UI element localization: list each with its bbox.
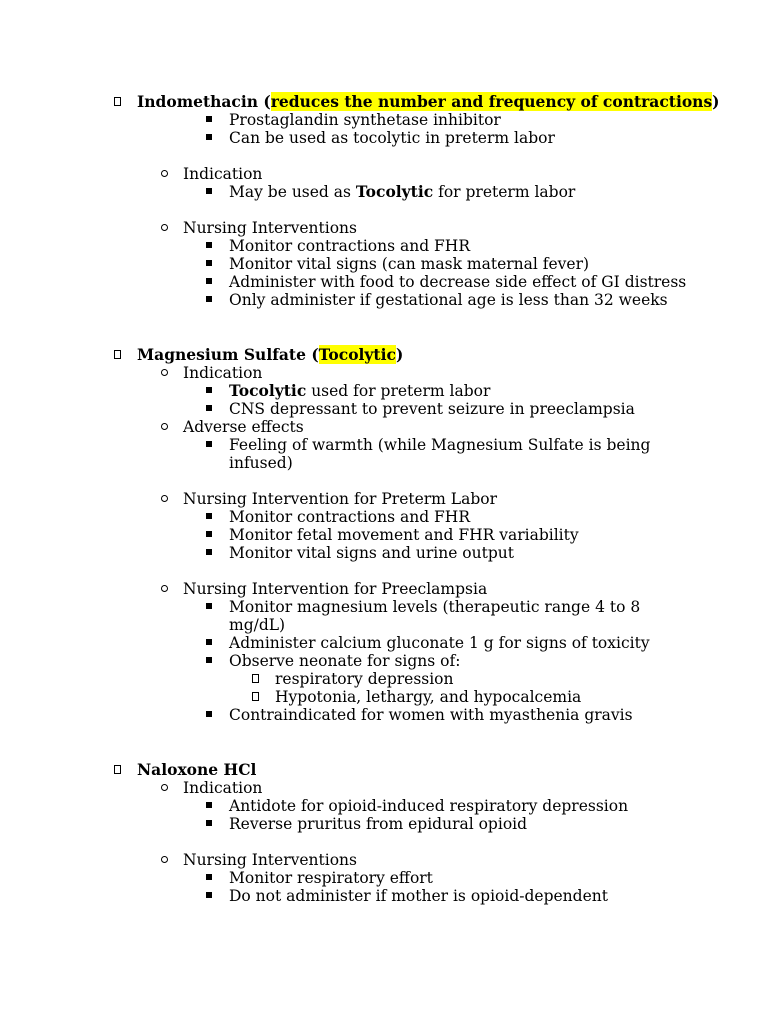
paren-close: )	[712, 92, 720, 111]
sub-list-item: respiratory depression	[275, 670, 454, 688]
square-bullet-icon	[206, 129, 212, 147]
circle-bullet-icon	[161, 418, 168, 436]
list-item-continuation: mg/dL)	[229, 616, 286, 634]
list-item: CNS depressant to prevent seizure in preeclampsia	[229, 400, 635, 418]
subheading: Nursing Interventions	[183, 851, 357, 869]
subheading: Nursing Intervention for Preeclampsia	[183, 580, 488, 598]
circle-bullet-icon	[161, 580, 168, 598]
sub-list-item: Hypotonia, lethargy, and hypocalcemia	[275, 688, 582, 706]
highlighted-note: reduces the number and frequency of contractions	[270, 92, 713, 111]
circle-bullet-icon	[161, 779, 168, 797]
circle-bullet-icon	[161, 364, 168, 382]
square-bullet-icon	[206, 255, 212, 273]
list-item: Reverse pruritus from epidural opioid	[229, 815, 528, 833]
square-bullet-icon	[206, 508, 212, 526]
square-bullet-icon	[206, 598, 212, 616]
subheading: Indication	[183, 779, 263, 797]
list-item: Monitor magnesium levels (therapeutic range 4 to 8	[229, 598, 641, 616]
list-item: Do not administer if mother is opioid-dependent	[229, 887, 608, 905]
list-item: Administer with food to decrease side effect of GI distress	[229, 273, 687, 291]
text-run: May be used as	[229, 183, 356, 201]
square-bullet-icon	[206, 652, 212, 670]
box-bullet-icon	[114, 761, 121, 779]
drug-name: Naloxone HCl	[137, 760, 257, 779]
subheading: Nursing Interventions	[183, 219, 357, 237]
list-item-continuation: infused)	[229, 454, 293, 472]
circle-bullet-icon	[161, 490, 168, 508]
square-bullet-icon	[206, 183, 212, 201]
square-bullet-icon	[206, 111, 212, 129]
list-item: Contraindicated for women with myasthenia gravis	[229, 706, 633, 724]
square-bullet-icon	[206, 526, 212, 544]
square-bullet-icon	[206, 815, 212, 833]
text-run: used for preterm labor	[306, 382, 491, 400]
square-bullet-icon	[206, 869, 212, 887]
list-item	[229, 382, 490, 400]
bold-term: Tocolytic	[355, 182, 434, 201]
list-item: Monitor respiratory effort	[229, 869, 433, 887]
square-bullet-icon	[206, 797, 212, 815]
circle-bullet-icon	[161, 851, 168, 869]
list-item: Monitor contractions and FHR	[229, 237, 470, 255]
square-bullet-icon	[206, 273, 212, 291]
paren-open: (	[258, 92, 271, 111]
paren-open: (	[305, 345, 319, 364]
paren-close: )	[395, 345, 404, 364]
list-item: Only administer if gestational age is less than 32 weeks	[229, 291, 668, 309]
subheading: Nursing Intervention for Preterm Labor	[183, 490, 498, 508]
highlighted-note: Tocolytic	[318, 345, 396, 364]
subheading: Indication	[183, 364, 263, 382]
circle-bullet-icon	[161, 165, 168, 183]
square-bullet-icon	[206, 887, 212, 905]
list-item: Can be used as tocolytic in preterm labor	[229, 129, 555, 147]
list-item: Monitor vital signs and urine output	[229, 544, 514, 562]
box-bullet-icon	[114, 93, 121, 111]
list-item: Monitor contractions and FHR	[229, 508, 470, 526]
subheading: Indication	[183, 165, 263, 183]
square-bullet-icon	[206, 291, 212, 309]
magnesium-heading	[137, 346, 403, 364]
box-bullet-icon	[114, 346, 121, 364]
list-item: Administer calcium gluconate 1 g for signs of toxicity	[229, 634, 650, 652]
circle-bullet-icon	[161, 219, 168, 237]
indomethacin-heading	[137, 93, 720, 111]
square-bullet-icon	[206, 382, 212, 400]
square-bullet-icon	[206, 400, 212, 418]
square-bullet-icon	[206, 706, 212, 724]
square-bullet-icon	[206, 634, 212, 652]
list-item: Antidote for opioid-induced respiratory depression	[229, 797, 629, 815]
square-bullet-icon	[206, 436, 212, 454]
drug-name: Magnesium Sulfate	[137, 345, 306, 364]
list-item: Monitor fetal movement and FHR variability	[229, 526, 579, 544]
square-bullet-icon	[206, 544, 212, 562]
list-item: Observe neonate for signs of:	[229, 652, 461, 670]
list-item: Prostaglandin synthetase inhibitor	[229, 111, 501, 129]
text-run: for preterm labor	[433, 183, 576, 201]
subheading: Adverse effects	[183, 418, 304, 436]
list-item: Feeling of warmth (while Magnesium Sulfate is being	[229, 436, 651, 454]
drug-name: Indomethacin	[137, 92, 259, 111]
list-item	[229, 183, 575, 201]
list-item: Monitor vital signs (can mask maternal fever)	[229, 255, 590, 273]
box-bullet-icon	[252, 688, 259, 706]
box-bullet-icon	[252, 670, 259, 688]
bold-term: Tocolytic	[229, 381, 307, 400]
naloxone-heading	[137, 761, 256, 779]
square-bullet-icon	[206, 237, 212, 255]
